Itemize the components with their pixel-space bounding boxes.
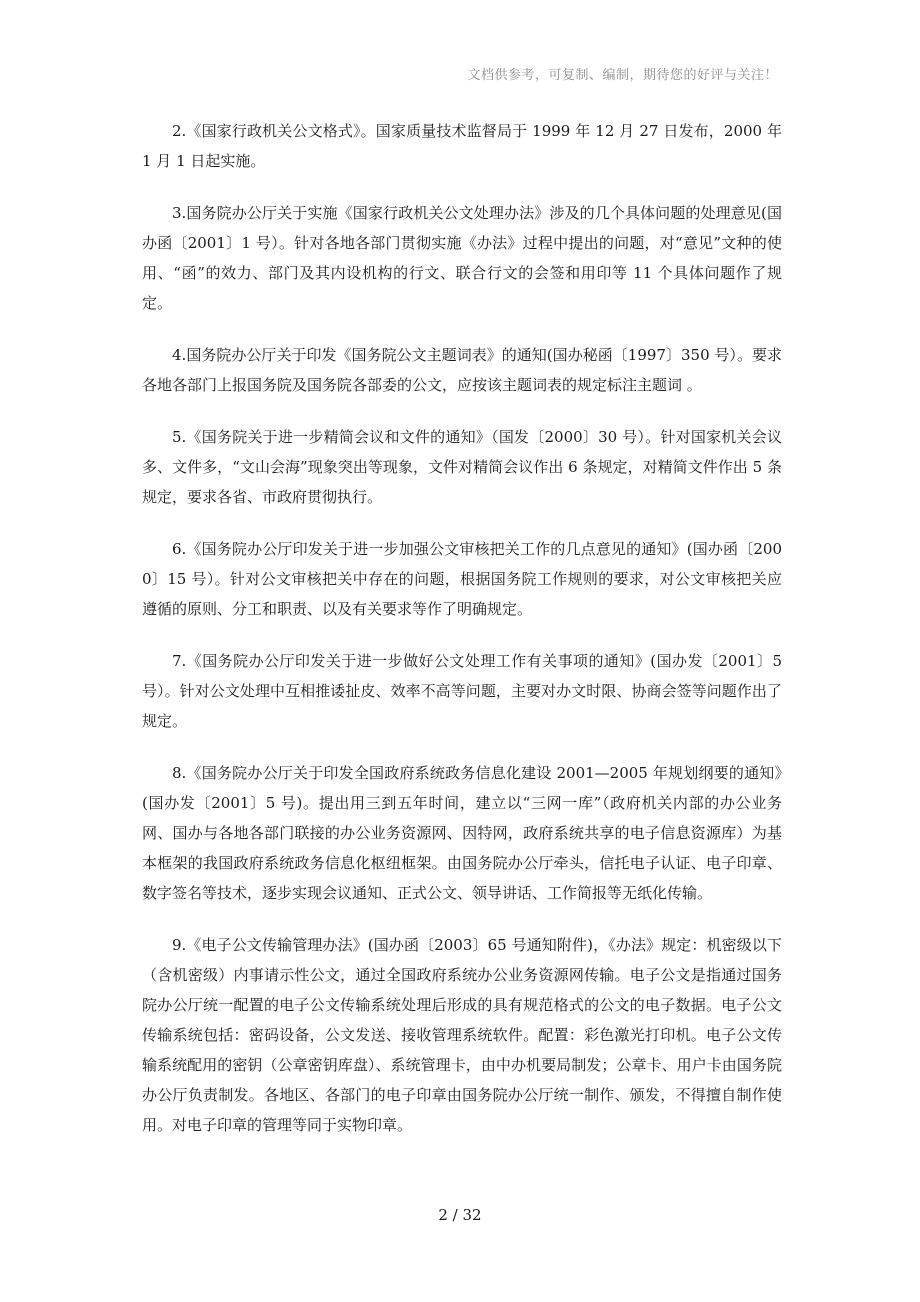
paragraph-item-9: 9.《电子公文传输管理办法》(国办函〔2003〕65 号通知附件)，《办法》规定：机密级以下（含机密级）内事请示性公文，通过全国政府系统办公业务资源网传输。电子公文是指通过国务院办公厅统一配置的电子公文传输系统处理后形成的具有规范格式的公文的电子数据。电子公文传输系统包括：密码设备，公文发送、接收管理系统软件。配置：彩色激光打印机。电子公文传输系统配用的密钥（公章密钥库盘）、系统管理卡，由中办机要局制发；公章卡、用户卡由国务院办公厅负责制发。各地区、各部门的电子印章由国务院办公厅统一制作、颁发，不得擅自制作使用。对电子印章的管理等同于实物印章。 [142,936,782,1134]
header-note: 文档供参考，可复制、编制，期待您的好评与关注！ [467,68,778,83]
paragraph-item-8: 8.《国务院办公厅关于印发全国政府系统政务信息化建设 2001—2005 年规划纲要的通知》(国办发〔2001〕5 号)。提出用三到五年时间，建立以“三网一库”（政府机关内部的办公业务网、国办与各地各部门联接的办公业务资源网、因特网，政府系统共享的电子信息资源库）为基本框架的我国政府系统政务信息化枢纽框架。由国务院办公厅牵头，信托电子认证、电子印章、数字签名等技术，逐步实现会议通知、正式公文、领导讲话、工作简报等无纸化传输。 [142,764,782,902]
document-body [142,116,782,1162]
paragraph-item-5: 5.《国务院关于进一步精简会议和文件的通知》（国发〔2000〕30 号）。针对国家机关会议多、文件多，“文山会海”现象突出等现象，文件对精简会议作出 6 条规定，对精简文件作出 5 条规定，要求各省、市政府贯彻执行。 [142,428,782,506]
paragraph-item-4: 4.国务院办公厅关于印发《国务院公文主题词表》的通知(国办秘函〔1997〕350 号）。要求各地各部门上报国务院及国务院各部委的公文，应按该主题词表的规定标注主题词 。 [142,346,782,394]
paragraph-item-7: 7.《国务院办公厅印发关于进一步做好公文处理工作有关事项的通知》(国办发〔2001〕5 号）。针对公文处理中互相推诿扯皮、效率不高等问题，主要对办文时限、协商会签等问题作出了规定。 [142,652,782,730]
paragraph-item-3: 3.国务院办公厅关于实施《国家行政机关公文处理办法》涉及的几个具体问题的处理意见(国办函〔2001〕1 号）。针对各地各部门贯彻实施《办法》过程中提出的问题，对“意见”文种的使用、“函”的效力、部门及其内设机构的行文、联合行文的会签和用印等 11 个具体问题作了规定。 [142,204,782,312]
paragraph-item-2: 2.《国家行政机关公文格式》。国家质量技术监督局于 1999 年 12 月 27 日发布，2000 年 1 月 1 日起实施。 [142,122,782,170]
page-number: 2 / 32 [438,1206,482,1224]
paragraph-item-6: 6.《国务院办公厅印发关于进一步加强公文审核把关工作的几点意见的通知》(国办函〔2000〕15 号）。针对公文审核把关中存在的问题，根据国务院工作规则的要求，对公文审核把关应遵循的原则、分工和职责、以及有关要求等作了明确规定。 [142,540,782,618]
